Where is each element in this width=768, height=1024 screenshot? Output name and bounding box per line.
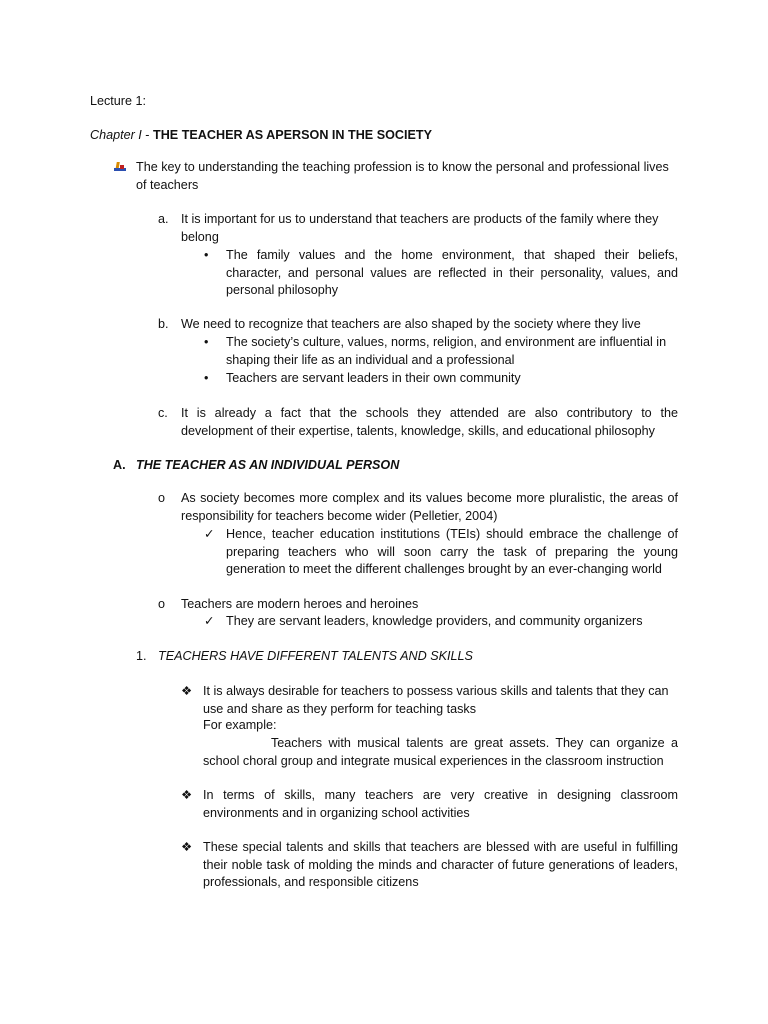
circle-item-2-check-1: They are servant leaders, knowledge providers, and community organizers [226, 614, 643, 628]
item-b-bullet-1: The society’s culture, values, norms, religion, and environment are influential in shaping their life as an individual and a professional [226, 335, 667, 367]
bullet-icon: • [204, 248, 209, 262]
chapter-prefix: Chapter I [90, 128, 142, 142]
circle-bullet-icon: o [158, 491, 166, 505]
diamond-bullet-icon: ❖ [181, 840, 193, 854]
circle-item-1-text: As society becomes more complex and its values become more pluralistic, the areas of responsibility for teachers become wider (Pelletier, 2004) [181, 491, 678, 523]
diamond-item-2-text: In terms of skills, many teachers are very creative in designing classroom environments and in organizing school activities [203, 788, 678, 820]
diamond-bullet-icon: ❖ [181, 788, 193, 802]
diamond-item-1-text: It is always desirable for teachers to possess various skills and talents that they can use and share as they perform for teaching tasks [203, 684, 669, 716]
item-b-text: We need to recognize that teachers are also shaped by the society where they live [181, 317, 641, 331]
diamond-bullet-icon: ❖ [181, 684, 193, 698]
list-marker-b: b. [158, 317, 169, 331]
circle-item-2-text: Teachers are modern heroes and heroines [181, 597, 419, 611]
chapter-title: THE TEACHER AS APERSON IN THE SOCIETY [153, 128, 432, 142]
chapter-heading [90, 127, 432, 145]
example-label: For example: [203, 718, 277, 732]
diamond-item-3-text: These special talents and skills that teachers are blessed with are useful in fulfilling their noble task of molding the minds and character of future generations of leaders, professionals, and responsible citizens [203, 840, 678, 890]
circle-item-1-check-1: Hence, teacher education institutions (TEIs) should embrace the challenge of preparing teachers who will soon carry the task of preparing the young generation to meet the different challenges brought by an ever-changing world [226, 527, 678, 577]
bullet-icon: • [204, 371, 209, 385]
list-marker-c: c. [158, 406, 168, 420]
section-a-marker: A. [113, 458, 126, 472]
example-text: Teachers with musical talents are great assets. They can organize a school choral group and integrate musical experiences in the classroom instruction [203, 736, 678, 768]
item-b-bullet-2: Teachers are servant leaders in their own community [226, 371, 521, 385]
item-a-text: It is important for us to understand that teachers are products of the family where they belong [181, 212, 659, 244]
section-a-title: THE TEACHER AS AN INDIVIDUAL PERSON [136, 458, 400, 472]
section-1-marker: 1. [136, 649, 147, 663]
check-icon: ✓ [204, 527, 215, 541]
intro-text: The key to understanding the teaching profession is to know the personal and professional lives of teachers [136, 160, 669, 192]
arrow-bullet-icon [114, 162, 126, 174]
item-c-text: It is already a fact that the schools they attended are also contributory to the development of their expertise, talents, knowledge, skills, and educational philosophy [181, 406, 678, 438]
list-marker-a: a. [158, 212, 169, 226]
check-icon: ✓ [204, 614, 215, 628]
section-1-title: TEACHERS HAVE DIFFERENT TALENTS AND SKILLS [158, 649, 473, 663]
item-a-bullet-1: The family values and the home environment, that shaped their beliefs, character, and personal values are reflected in their personality, values, and personal philosophy [226, 248, 678, 298]
bullet-icon: • [204, 335, 209, 349]
lecture-label: Lecture 1: [90, 94, 147, 108]
circle-bullet-icon: o [158, 597, 166, 611]
chapter-sep: - [141, 128, 154, 142]
